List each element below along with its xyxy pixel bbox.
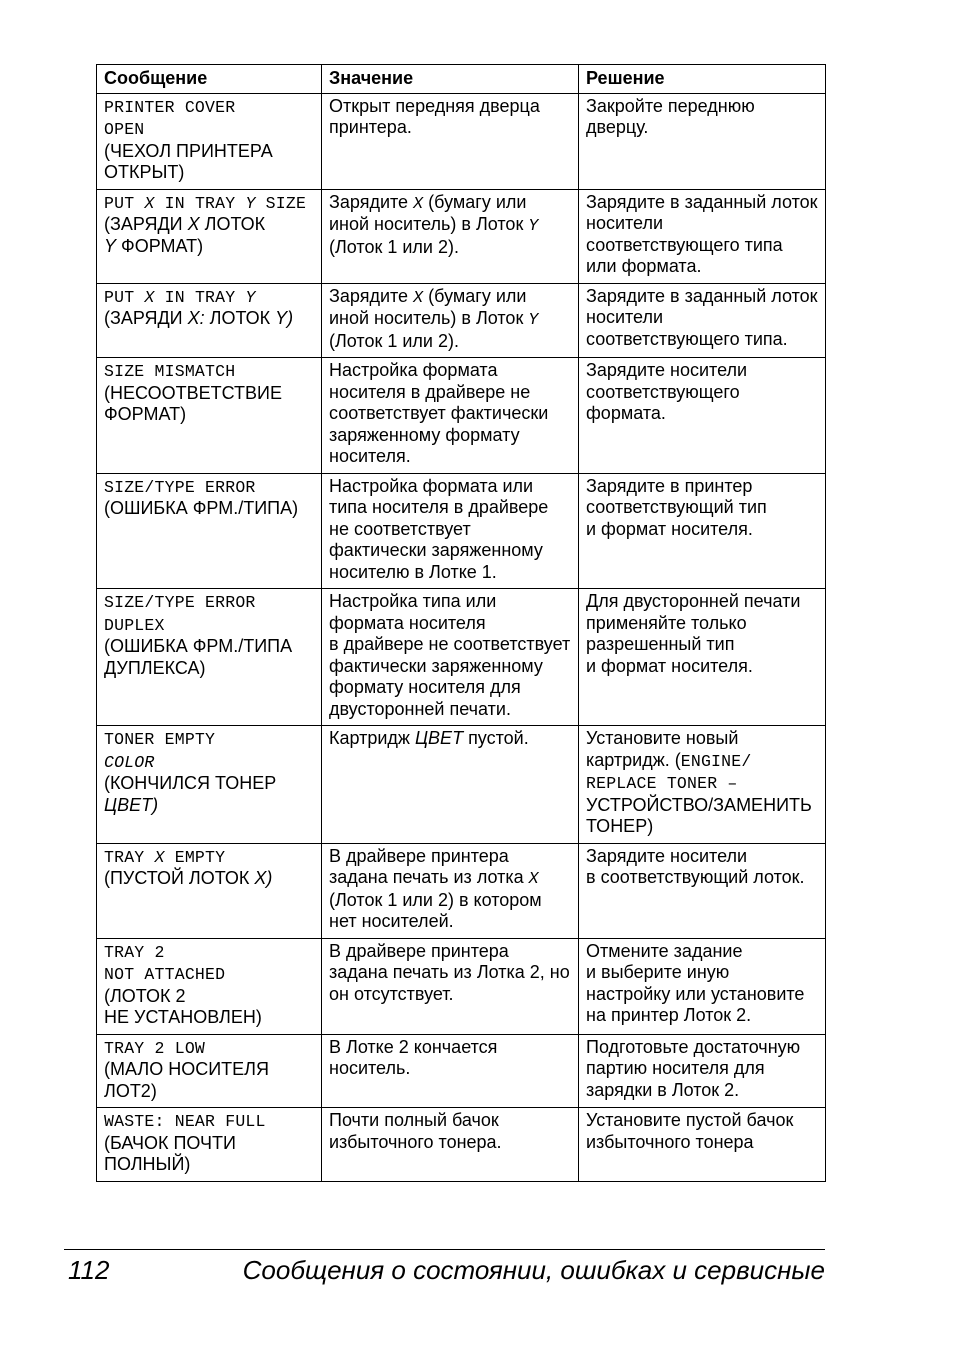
meaning-cell (322, 1034, 579, 1108)
message-text: TONER EMPTY (104, 730, 216, 749)
table-header-row (97, 65, 826, 94)
message-text: TRAY 2 LOW (104, 1038, 206, 1058)
solution-text: Установите новый картридж. ( (586, 728, 739, 770)
table-body (97, 93, 826, 1181)
solution-text: в соответствующий лоток. (586, 867, 805, 887)
table-row (97, 283, 826, 358)
meaning-text: Настройка типа или формата носителя (329, 591, 497, 633)
message-text: TRAY (104, 847, 155, 867)
solution-text: Зарядите носители (586, 845, 748, 866)
meaning-cell (322, 473, 579, 589)
solution-text: Зарядите в заданный лоток носители соответствующего типа. (586, 285, 818, 349)
message-cell (97, 473, 322, 589)
meaning-text: ЦВЕТ (414, 728, 464, 748)
meaning-text: (бумагу или иной носитель) в Лоток (329, 285, 529, 328)
meaning-text: Настройка формата носителя в драйвере не соответствует фактически заряженному формату носителя. (329, 360, 549, 466)
message-text: DUPLEX (104, 615, 165, 635)
message-text: X (144, 287, 155, 307)
message-text: (ЗАРЯДИ (104, 308, 188, 328)
header-meaning: Значение (322, 65, 579, 94)
message-text: IN TRAY (154, 193, 246, 213)
message-text: НЕ УСТАНОВЛЕН) (104, 1007, 262, 1027)
message-text: SIZE/TYPE ERROR (104, 593, 256, 612)
meaning-cell (322, 358, 579, 474)
meaning-text: В драйвере принтера задана печать из лотка (329, 845, 529, 887)
meaning-cell (322, 189, 579, 283)
meaning-text: Y (528, 310, 539, 329)
solution-cell (579, 589, 826, 726)
table-row (97, 473, 826, 589)
message-cell (97, 589, 322, 726)
meaning-text: (Лоток 1 или 2) в котором нет носителей. (329, 889, 542, 931)
message-cell (97, 843, 322, 938)
message-text: ЛОТОК (199, 214, 266, 234)
message-text: X: (187, 308, 205, 328)
message-text: ЦВЕТ) (104, 794, 159, 815)
message-cell (97, 726, 322, 844)
table-row (97, 93, 826, 189)
meaning-text: Зарядите (329, 191, 414, 212)
meaning-cell (322, 93, 579, 189)
chapter-title: Сообщения о состоянии, ошибках и сервисные (242, 1255, 825, 1285)
meaning-cell (322, 843, 579, 938)
message-text: COLOR (104, 752, 155, 772)
solution-text: Зарядите в заданный лоток носители соответствующего типа или формата. (586, 191, 818, 276)
meaning-cell (322, 726, 579, 844)
meaning-text: (Лоток 1 или 2). (329, 330, 459, 351)
message-text: ЛОТОК (204, 308, 276, 328)
solution-text: Для двусторонней печати применяйте только разрешенный тип (586, 591, 801, 654)
header-message: Сообщение (97, 65, 322, 94)
message-text: PUT (104, 193, 145, 213)
footer-rule (64, 1249, 825, 1250)
table-row (97, 726, 826, 844)
meaning-text: X (528, 869, 539, 888)
table-row (97, 589, 826, 726)
table-row (97, 843, 826, 938)
solution-text: Закройте переднюю дверцу. (586, 95, 755, 137)
page-number: 112 (68, 1255, 110, 1285)
message-text: X (144, 193, 155, 213)
table-row (97, 1034, 826, 1108)
meaning-text: в драйвере не соответствует фактически заряженному формату носителя для двусторонней печати. (329, 634, 571, 719)
solution-text: Зарядите в принтер соответствующий тип (586, 475, 767, 517)
meaning-text: В Лотке 2 кончается носитель. (329, 1036, 498, 1078)
message-text: IN TRAY (154, 287, 246, 307)
solution-cell (579, 283, 826, 358)
solution-text: Установите пустой бачок избыточного тонера (586, 1110, 794, 1152)
meaning-text: Y (528, 216, 539, 235)
solution-text: Отмените задание (586, 940, 743, 961)
solution-cell (579, 358, 826, 474)
meaning-cell (322, 1108, 579, 1182)
message-text: PUT (104, 287, 145, 307)
solution-cell (579, 726, 826, 844)
message-text: EMPTY (164, 847, 226, 867)
solution-text: и формат носителя. (586, 518, 753, 539)
message-text: (КОНЧИЛСЯ ТОНЕР (104, 773, 277, 793)
message-text: X (154, 847, 165, 867)
message-text: SIZE/TYPE ERROR (104, 477, 256, 497)
message-text: X (187, 214, 200, 234)
message-text: TRAY 2 (104, 942, 165, 962)
solution-cell (579, 843, 826, 938)
meaning-text: Зарядите (329, 285, 414, 306)
message-cell (97, 358, 322, 474)
table-row (97, 938, 826, 1034)
message-text: SIZE (255, 193, 307, 213)
message-text: (ПУСТОЙ ЛОТОК (104, 868, 255, 888)
message-text: (НЕСООТВЕТСТВИЕ ФОРМАТ) (104, 382, 282, 424)
message-text: Y (104, 235, 117, 256)
message-cell (97, 1108, 322, 1182)
message-text: (ЗАРЯДИ (104, 214, 188, 234)
message-text: Y (245, 287, 256, 307)
message-cell (97, 93, 322, 189)
meaning-text: (Лоток 1 или 2). (329, 236, 459, 257)
message-text: WASTE: NEAR FULL (104, 1112, 266, 1131)
message-text: (ЛОТОК 2 (104, 985, 186, 1006)
meaning-text: В драйвере принтера задана печать из Лотка 2, но он отсутствует. (329, 940, 570, 1004)
meaning-cell (322, 283, 579, 358)
solution-text: Зарядите носители соответствующего формата. (586, 360, 748, 423)
message-text: (БАЧОК ПОЧТИ ПОЛНЫЙ) (104, 1132, 236, 1174)
meaning-cell (322, 938, 579, 1034)
message-text: (МАЛО НОСИТЕЛЯ ЛОТ2) (104, 1059, 269, 1101)
message-cell (97, 283, 322, 358)
message-text: Y) (275, 308, 294, 328)
meaning-text: Открыт передняя дверца принтера. (329, 95, 540, 137)
message-text: OPEN (104, 120, 145, 139)
solution-text: Подготовьте достаточную партию носителя для зарядки в Лоток 2. (586, 1036, 801, 1100)
solution-cell (579, 93, 826, 189)
header-solution: Решение (579, 65, 826, 94)
solution-text: REPLACE TONER – (586, 774, 738, 793)
solution-text: ENGINE/ (680, 751, 752, 771)
message-text: X) (254, 868, 273, 888)
solution-cell (579, 938, 826, 1034)
meaning-text: Настройка формата или типа носителя в драйвере не соответствует фактически заряженному носителю в Лотке 1. (329, 475, 549, 582)
table-row (97, 189, 826, 283)
message-cell (97, 938, 322, 1034)
message-text: NOT ATTACHED (104, 965, 226, 984)
meaning-cell (322, 589, 579, 726)
solution-text: и формат носителя. (586, 655, 753, 676)
message-text: Y (245, 193, 256, 213)
solution-cell (579, 1034, 826, 1108)
message-text: PRINTER COVER (104, 97, 236, 117)
table-row (97, 358, 826, 474)
solution-cell (579, 1108, 826, 1182)
solution-cell (579, 189, 826, 283)
table-row (97, 1108, 826, 1182)
message-cell (97, 189, 322, 283)
message-text: (ЧЕХОЛ ПРИНТЕРА ОТКРЫТ) (104, 140, 273, 182)
message-text: ФОРМАТ) (116, 235, 204, 256)
solution-cell (579, 473, 826, 589)
meaning-text: Почти полный бачок избыточного тонера. (329, 1110, 502, 1152)
message-text: SIZE MISMATCH (104, 362, 236, 381)
message-text: (ОШИБКА ФРМ./ТИПА ДУПЛЕКСА) (104, 636, 293, 678)
messages-table (96, 64, 826, 1182)
meaning-text: X (413, 287, 424, 307)
message-cell (97, 1034, 322, 1108)
meaning-text: (бумагу или иной носитель) в Лоток (329, 191, 529, 234)
meaning-text: Картридж (329, 728, 415, 748)
meaning-text: X (413, 193, 424, 213)
solution-text: УСТРОЙСТВО/ЗАМЕНИТЬ ТОНЕР) (586, 794, 812, 836)
meaning-text: пустой. (463, 728, 529, 748)
message-text: (ОШИБКА ФРМ./ТИПА) (104, 498, 299, 518)
solution-text: и выберите иную настройку или установите на принтер Лоток 2. (586, 962, 805, 1025)
